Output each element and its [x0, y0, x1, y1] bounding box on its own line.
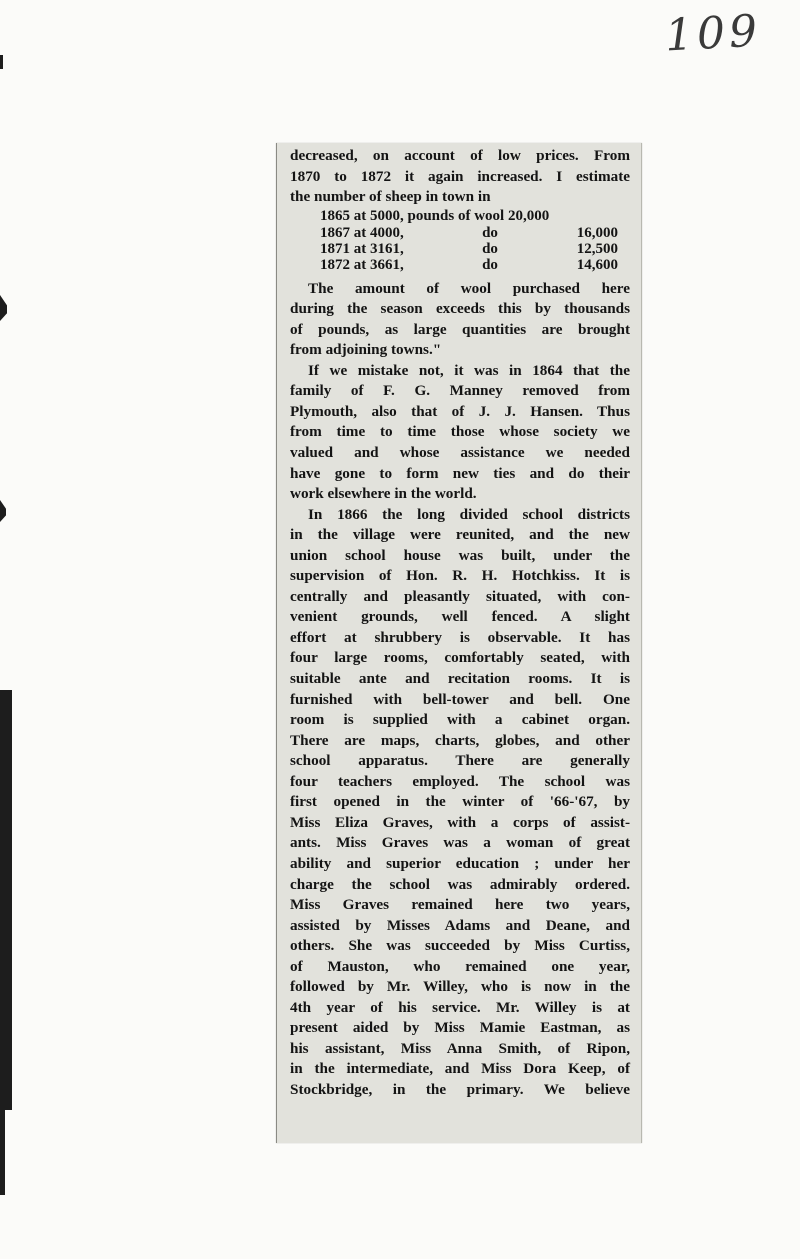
- wool-pounds: 14,600: [576, 256, 618, 273]
- article-line: in the intermediate, and Miss Dora Keep, of: [290, 1060, 630, 1078]
- article-line: ability and superior education ; under her: [290, 854, 630, 872]
- article-line: of Mauston, who remained one year,: [290, 957, 630, 975]
- ditto-mark: do: [482, 224, 498, 241]
- binding-mark: [0, 500, 6, 522]
- article-line: valued and whose assistance we needed: [290, 444, 630, 462]
- binding-mark: [0, 295, 7, 321]
- article-line: Miss Graves remained here two years,: [290, 896, 630, 914]
- binding-mark: [0, 1105, 5, 1195]
- article-line: school apparatus. There are generally: [290, 752, 630, 770]
- article-line: family of F. G. Manney removed from: [290, 382, 630, 400]
- article-line: in the village were reunited, and the new: [290, 526, 630, 544]
- article-line: four large rooms, comfortably seated, with: [290, 649, 630, 667]
- binding-mark: [0, 55, 3, 69]
- wool-pounds: 16,000: [576, 224, 618, 241]
- ditto-mark: do: [482, 240, 498, 257]
- article-line: present aided by Miss Mamie Eastman, as: [290, 1019, 630, 1037]
- article-line: have gone to form new ties and do their: [290, 464, 630, 482]
- article-line: ants. Miss Graves was a woman of great: [290, 834, 630, 852]
- article-line: venient grounds, well fenced. A slight: [290, 608, 630, 626]
- article-line: centrally and pleasantly situated, with con-: [290, 587, 630, 605]
- handwritten-page-number: 109: [663, 5, 763, 62]
- article-line: room is supplied with a cabinet organ.: [290, 711, 630, 729]
- article-line: effort at shrubbery is observable. It has: [290, 628, 630, 646]
- article-line: The amount of wool purchased here: [308, 279, 630, 297]
- article-line: There are maps, charts, globes, and other: [290, 731, 630, 749]
- article-line: furnished with bell-tower and bell. One: [290, 690, 630, 708]
- article-line: Stockbridge, in the primary. We believe: [290, 1080, 630, 1098]
- binding-mark: [0, 690, 12, 1110]
- article-line: supervision of Hon. R. H. Hotchkiss. It is: [290, 567, 630, 585]
- article-line: Miss Eliza Graves, with a corps of assist-: [290, 813, 630, 831]
- sheep-table-row: [290, 257, 630, 273]
- article-line: the number of sheep in town in: [290, 188, 491, 206]
- article-column: [290, 146, 630, 1101]
- article-line: suitable ante and recitation rooms. It is: [290, 670, 630, 688]
- sheep-table-row: 1865 at 5000, pounds of wool 20,000: [320, 207, 550, 224]
- sheep-table-row: [290, 241, 630, 257]
- article-line: work elsewhere in the world.: [290, 485, 477, 503]
- article-line: followed by Mr. Willey, who is now in the: [290, 978, 630, 996]
- article-line: four teachers employed. The school was: [290, 772, 630, 790]
- article-line: union school house was built, under the: [290, 546, 630, 564]
- article-line: decreased, on account of low prices. From: [290, 147, 630, 164]
- article-line: during the season exceeds this by thousands: [290, 300, 630, 318]
- sheep-table: [290, 208, 630, 273]
- article-line: If we mistake not, it was in 1864 that the: [308, 361, 630, 379]
- sheep-table-row: [290, 225, 630, 241]
- article-line: from time to time those whose society we: [290, 423, 630, 441]
- wool-pounds: 12,500: [576, 240, 618, 257]
- article-line: from adjoining towns.": [290, 341, 442, 359]
- ditto-mark: do: [482, 256, 498, 273]
- article-line: charge the school was admirably ordered.: [290, 875, 630, 893]
- article-line: 4th year of his service. Mr. Willey is at: [290, 998, 630, 1016]
- sheep-count: 1867 at 4000,: [320, 224, 404, 241]
- article-line: first opened in the winter of '66-'67, by: [290, 793, 630, 811]
- article-line: his assistant, Miss Anna Smith, of Ripon,: [290, 1039, 630, 1057]
- sheep-count: 1871 at 3161,: [320, 240, 404, 257]
- article-line: 1870 to 1872 it again increased. I estimate: [290, 167, 630, 185]
- article-line: of pounds, as large quantities are brought: [290, 320, 630, 338]
- article-line: assisted by Misses Adams and Deane, and: [290, 916, 630, 934]
- article-line: others. She was succeeded by Miss Curtiss,: [290, 937, 630, 955]
- sheep-count: 1872 at 3661,: [320, 256, 404, 273]
- article-line: Plymouth, also that of J. J. Hansen. Thus: [290, 402, 630, 420]
- article-line: In 1866 the long divided school districts: [308, 505, 630, 523]
